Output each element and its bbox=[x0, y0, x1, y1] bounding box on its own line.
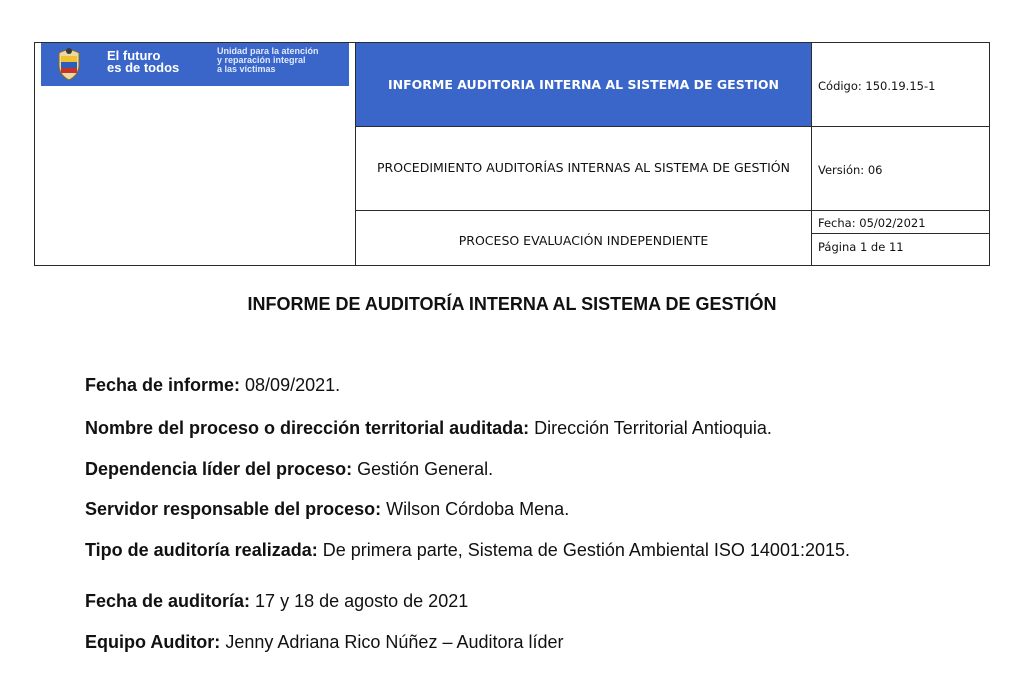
field-label: Nombre del proceso o dirección territorial auditada: bbox=[85, 418, 530, 438]
field-value: Jenny Adriana Rico Núñez – Auditora líder bbox=[220, 632, 564, 652]
process-name: PROCESO EVALUACIÓN INDEPENDIENTE bbox=[458, 233, 709, 248]
date-cell bbox=[812, 211, 989, 234]
page-number: Página 1 de 11 bbox=[818, 240, 904, 254]
field-value: 08/09/2021. bbox=[240, 375, 341, 395]
logo-banner bbox=[41, 43, 349, 86]
field-value: Dirección Territorial Antioquia. bbox=[529, 418, 772, 438]
code-cell bbox=[812, 43, 989, 127]
version-cell bbox=[812, 127, 989, 211]
coat-of-arms-icon bbox=[55, 47, 83, 81]
doc-version: Versión: 06 bbox=[818, 163, 883, 177]
entity-name bbox=[217, 47, 319, 74]
date-page-cell bbox=[812, 211, 989, 265]
field-report-date bbox=[85, 375, 340, 396]
field-lead-unit bbox=[85, 459, 493, 480]
field-value: Gestión General. bbox=[352, 459, 494, 479]
process-cell bbox=[356, 211, 811, 265]
doc-title-cell bbox=[356, 43, 811, 127]
entity-line: y reparación integral bbox=[217, 55, 306, 65]
field-label: Servidor responsable del proceso: bbox=[85, 499, 382, 519]
field-value: De primera parte, Sistema de Gestión Ambiental ISO 14001:2015. bbox=[317, 540, 851, 560]
header-meta-column bbox=[812, 43, 989, 265]
field-value: 17 y 18 de agosto de 2021 bbox=[250, 591, 469, 611]
header-title-column bbox=[356, 43, 812, 265]
field-label: Dependencia líder del proceso: bbox=[85, 459, 353, 479]
field-label: Fecha de auditoría: bbox=[85, 591, 251, 611]
field-value: Wilson Córdoba Mena. bbox=[381, 499, 570, 519]
field-responsible-servant bbox=[85, 499, 569, 520]
slogan-line: es de todos bbox=[107, 60, 180, 75]
field-label: Tipo de auditoría realizada: bbox=[85, 540, 318, 560]
entity-line: a las víctimas bbox=[217, 64, 276, 74]
procedure-cell bbox=[356, 127, 811, 211]
field-label: Equipo Auditor: bbox=[85, 632, 221, 652]
doc-code: Código: 150.19.15-1 bbox=[818, 79, 936, 93]
doc-title: INFORME AUDITORIA INTERNA AL SISTEMA DE GESTION bbox=[388, 77, 779, 92]
field-audited-process bbox=[85, 418, 772, 439]
field-audit-date bbox=[85, 591, 468, 612]
field-audit-team bbox=[85, 632, 564, 653]
logo-cell bbox=[35, 43, 356, 265]
entity-line: Unidad para la atención bbox=[217, 46, 319, 56]
field-label: Fecha de informe: bbox=[85, 375, 241, 395]
document-header-table bbox=[34, 42, 990, 266]
doc-date: Fecha: 05/02/2021 bbox=[818, 216, 926, 230]
procedure-name: PROCEDIMIENTO AUDITORÍAS INTERNAS AL SISTEMA DE GESTIÓN bbox=[377, 160, 790, 175]
report-title: INFORME DE AUDITORÍA INTERNA AL SISTEMA DE GESTIÓN bbox=[247, 294, 777, 314]
slogan-text bbox=[107, 50, 179, 74]
field-audit-type bbox=[85, 541, 953, 560]
slogan-line: El futuro bbox=[107, 48, 161, 63]
